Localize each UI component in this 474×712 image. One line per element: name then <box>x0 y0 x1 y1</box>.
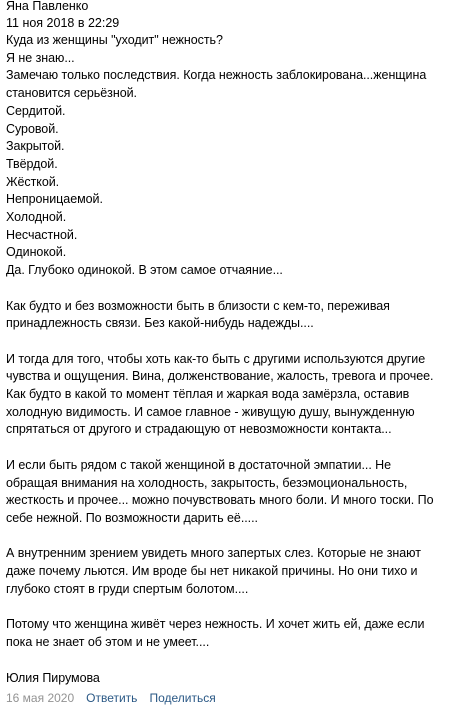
comment <box>6 0 472 706</box>
comment-text-line: Суровой. <box>6 121 59 136</box>
comment-text-line: Твёрдой. <box>6 156 58 171</box>
comment-text-line: чувства и ощущения. Вина, долженствование, жалость, тревога и прочее. <box>6 369 434 384</box>
comment-text-line: Несчастной. <box>6 227 78 242</box>
paragraph-gap <box>6 598 472 616</box>
comment-text-line: Куда из женщины "уходит" нежность? <box>6 33 223 47</box>
comment-text-line: обращая внимания на холодность, закрытость, безэмоциональность, <box>6 475 408 490</box>
comment-date[interactable]: 11 ноя 2018 в 22:29 <box>6 16 120 30</box>
comment-text-line: Закрытой. <box>6 139 65 154</box>
comment-text-line: Холодной. <box>6 210 67 225</box>
comment-text-line: принадлежность связи. Без какой-нибудь надежды.... <box>6 316 314 331</box>
comment-text-line: даже почему льются. Им вроде бы нет никакой причины. Но они тихо и <box>6 564 418 579</box>
paragraph-gap <box>6 439 472 457</box>
comment-text-line: становится серьёзной. <box>6 86 137 101</box>
comment-text-line: Замечаю только последствия. Когда нежность заблокирована...женщина <box>6 68 427 83</box>
comment-text-line: жесткость и прочее... можно почувствовать много боли. И много тоски. По <box>6 493 434 508</box>
comment-text-line: холодную видимость. И самое главное - живущую душу, вынужденную <box>6 404 415 419</box>
comment-footer <box>6 690 472 706</box>
comment-text-line: Одинокой. <box>6 245 67 260</box>
reply-button[interactable]: Ответить <box>86 691 138 706</box>
comment-author[interactable]: Яна Павленко <box>6 0 89 13</box>
paragraph-gap <box>6 652 472 670</box>
comment-text-line: глубоко стоят в груди спертым болотом.... <box>6 581 249 596</box>
comment-text-line: Как будто и без возможности быть в близости с кем-то, переживая <box>6 298 390 313</box>
comment-text-line: себе нежной. По возможности дарить её..... <box>6 510 258 525</box>
comment-text-line: Непроницаемой. <box>6 192 103 207</box>
comment-text-line: Как будто в какой то момент тёплая и жаркая вода замёрзла, оставив <box>6 387 410 402</box>
paragraph-gap <box>6 528 472 546</box>
comment-text-line: Да. Глубоко одинокой. В этом самое отчаяние... <box>6 263 283 278</box>
comment-text-line: А внутренним зрением увидеть много запертых слез. Которые не знают <box>6 546 421 561</box>
comment-text-line: Потому что женщина живёт через нежность. И хочет жить ей, даже если <box>6 617 425 632</box>
paragraph-gap <box>6 280 472 298</box>
comment-text-line: И тогда для того, чтобы хоть как-то быть с другими используются другие <box>6 351 426 366</box>
paragraph-gap <box>6 333 472 351</box>
share-button[interactable]: Поделиться <box>149 691 216 706</box>
comment-signature: Юлия Пирумова <box>6 671 100 686</box>
comment-text <box>6 32 472 687</box>
comment-text-line: пока не знает об этом и не умеет.... <box>6 634 210 649</box>
comment-text-line: Я не знаю... <box>6 50 75 65</box>
footer-date[interactable]: 16 мая 2020 <box>6 691 75 706</box>
comment-text-line: И если быть рядом с такой женщиной в достаточной эмпатии... Не <box>6 457 392 472</box>
comment-text-line: Жёсткой. <box>6 174 60 189</box>
comment-text-line: спрятаться от другого и страдающую от невозможности контакта... <box>6 422 392 437</box>
comment-text-line: Сердитой. <box>6 103 66 118</box>
